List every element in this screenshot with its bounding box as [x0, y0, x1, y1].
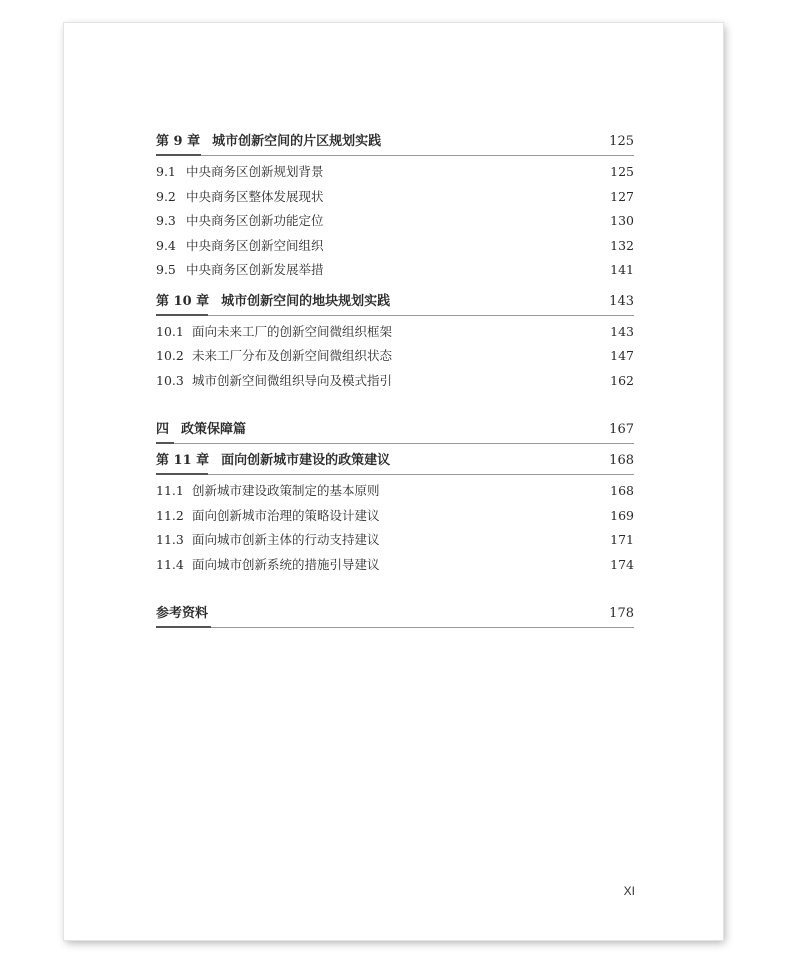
chapter-title: 城市创新空间的片区规划实践	[212, 134, 382, 149]
page-number: 127	[610, 188, 634, 204]
section-number: 11.4	[156, 556, 184, 572]
toc-entry[interactable]	[156, 320, 634, 345]
section-number: 11.3	[156, 532, 184, 547]
page-folio: XI	[623, 884, 635, 898]
section-title: 未来工厂分布及创新空间微组织状态	[192, 348, 393, 363]
heading-rule	[156, 443, 634, 444]
section-number: 9.3	[156, 213, 176, 228]
toc-entry[interactable]	[156, 160, 634, 185]
page-number: 125	[610, 164, 634, 179]
heading-rule	[156, 155, 634, 156]
chapter-label: 第 10 章	[156, 293, 210, 309]
page-number: 162	[610, 372, 634, 388]
section-number: 9.5	[156, 262, 176, 277]
page-number: 171	[610, 532, 634, 547]
page-number: 174	[610, 556, 634, 572]
page-number: 143	[609, 293, 634, 309]
section-title: 面向创新城市治理的策略设计建议	[192, 507, 380, 523]
section-number: 10.2	[156, 348, 184, 363]
section-title: 中央商务区整体发展现状	[186, 188, 324, 204]
heading-rule	[156, 627, 634, 628]
chapter-label: 第 9 章	[156, 134, 201, 149]
section-title: 面向未来工厂的创新空间微组织框架	[192, 323, 393, 339]
toc-heading-references[interactable]	[156, 603, 634, 625]
table-of-contents	[156, 131, 634, 628]
section-number: 10.1	[156, 323, 184, 339]
heading-rule	[156, 474, 634, 475]
toc-heading-chapter-9[interactable]	[156, 131, 634, 153]
toc-entry[interactable]	[156, 185, 634, 210]
section-title: 城市创新空间微组织导向及模式指引	[192, 372, 393, 388]
toc-heading-part-4[interactable]	[156, 419, 634, 441]
chapter-title: 面向创新城市建设的政策建议	[221, 453, 391, 468]
toc-entry[interactable]	[156, 344, 634, 369]
page-number: 178	[609, 606, 634, 621]
page-number: 167	[609, 422, 634, 437]
section-title: 中央商务区创新规划背景	[186, 164, 324, 179]
section-number: 11.1	[156, 483, 184, 498]
section-title: 创新城市建设政策制定的基本原则	[192, 483, 380, 498]
toc-entry[interactable]	[156, 258, 634, 283]
section-title: 中央商务区创新发展举措	[186, 262, 324, 277]
chapter-label: 第 11 章	[156, 453, 210, 468]
section-number: 11.2	[156, 507, 184, 523]
page-number: 147	[610, 348, 634, 363]
page-number: 132	[610, 237, 634, 253]
page-number: 141	[610, 262, 634, 277]
section-number: 9.1	[156, 164, 176, 179]
page-number: 143	[610, 323, 634, 339]
section-title: 中央商务区创新功能定位	[186, 213, 324, 228]
section-title: 中央商务区创新空间组织	[186, 237, 324, 253]
part-title: 政策保障篇	[181, 422, 247, 437]
toc-entry[interactable]	[156, 209, 634, 234]
toc-entry[interactable]	[156, 234, 634, 259]
chapter-title: 城市创新空间的地块规划实践	[221, 293, 391, 309]
toc-entry[interactable]	[156, 369, 634, 394]
book-page	[64, 23, 723, 940]
page-number: 168	[610, 483, 634, 498]
page-number: 168	[609, 453, 634, 468]
page-number: 169	[610, 507, 634, 523]
section-title: 面向城市创新主体的行动支持建议	[192, 532, 380, 547]
section-number: 9.4	[156, 237, 176, 253]
heading-rule	[156, 315, 634, 316]
section-title: 面向城市创新系统的措施引导建议	[192, 556, 380, 572]
toc-heading-chapter-10[interactable]	[156, 291, 634, 313]
part-label: 四	[156, 422, 170, 437]
page-number: 130	[610, 213, 634, 228]
toc-entry[interactable]	[156, 504, 634, 529]
toc-entry[interactable]	[156, 479, 634, 504]
section-number: 10.3	[156, 372, 184, 388]
references-title: 参考资料	[156, 606, 209, 621]
toc-entry[interactable]	[156, 553, 634, 578]
page-number: 125	[609, 134, 634, 149]
section-number: 9.2	[156, 188, 176, 204]
toc-entry[interactable]	[156, 528, 634, 553]
toc-heading-chapter-11[interactable]	[156, 450, 634, 472]
